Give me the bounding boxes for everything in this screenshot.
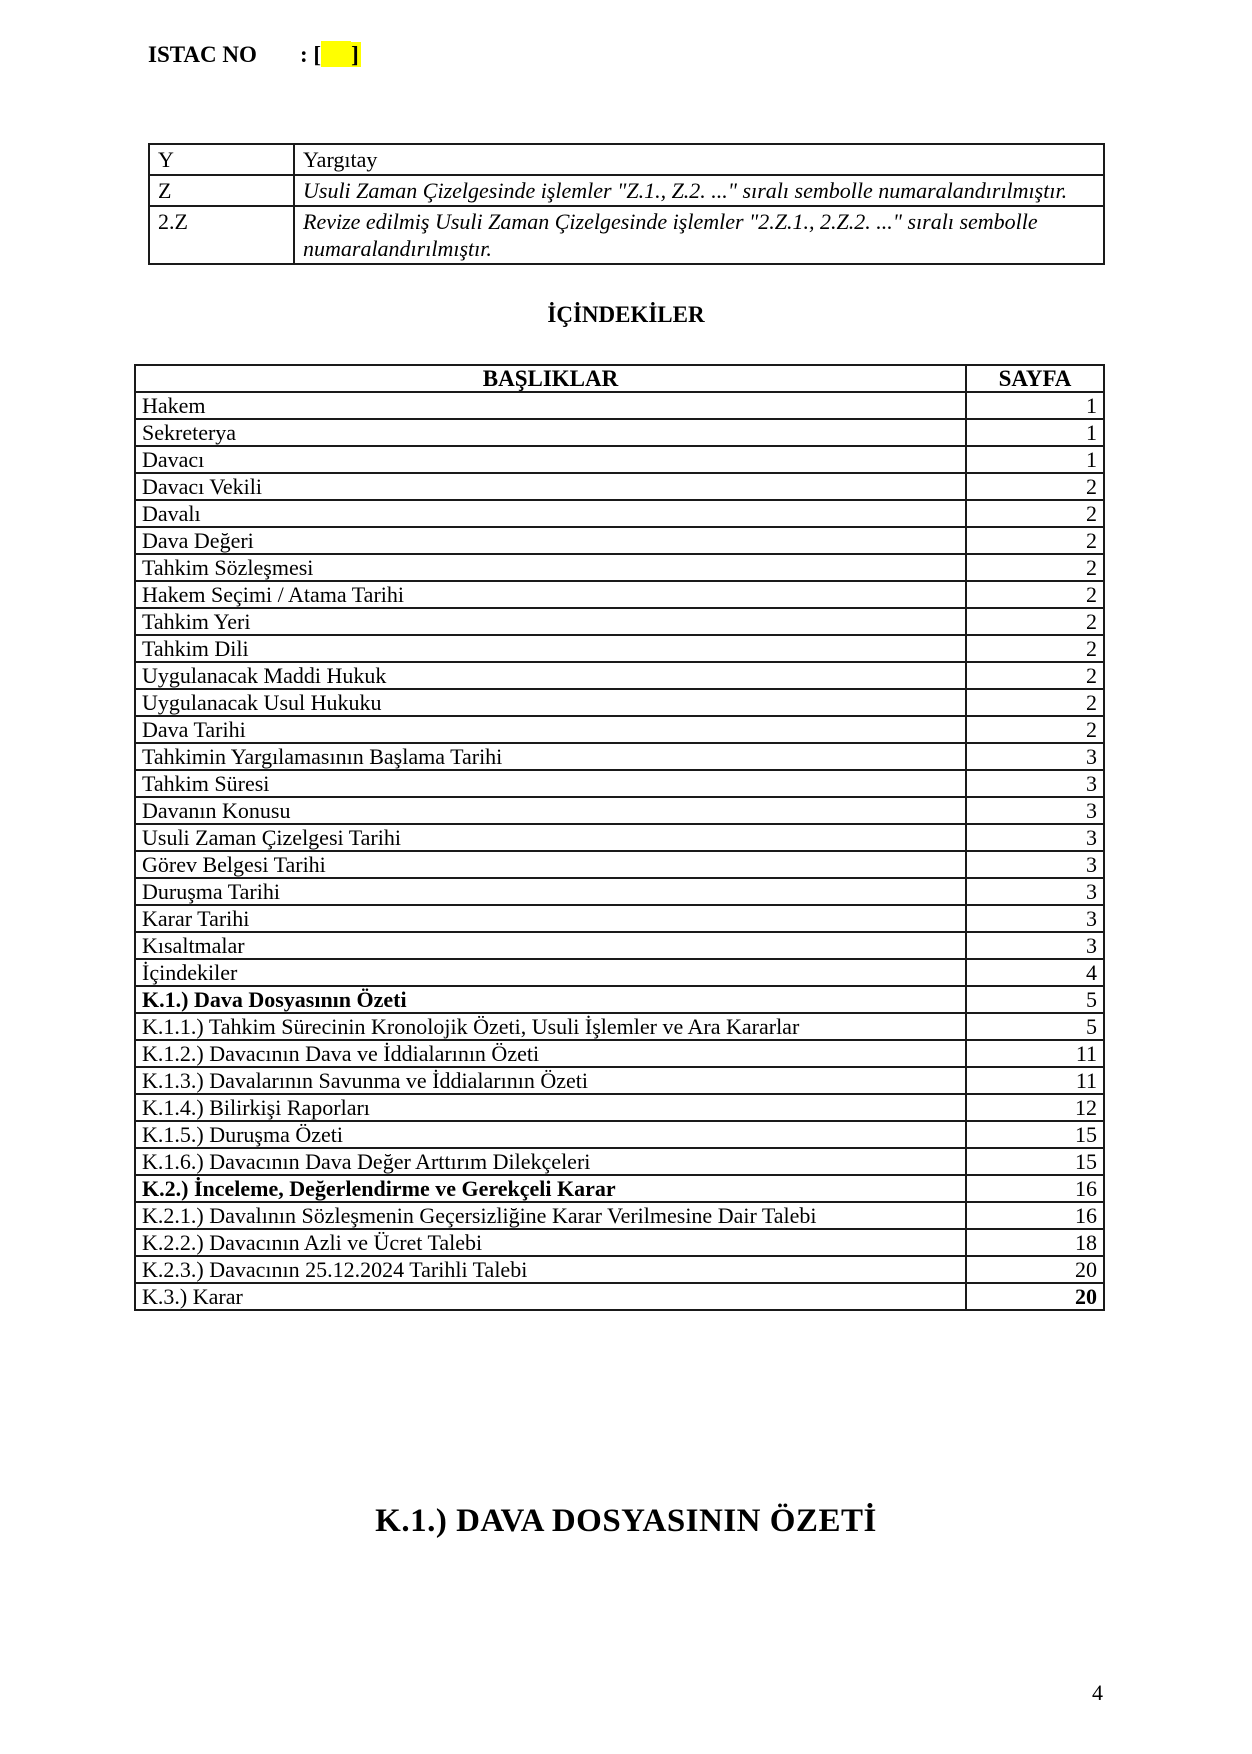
toc-entry-page: 3 <box>966 932 1104 959</box>
toc-entry-page: 16 <box>966 1175 1104 1202</box>
toc-row <box>135 1148 1104 1175</box>
toc-row <box>135 770 1104 797</box>
toc-row <box>135 797 1104 824</box>
toc-entry-title: K.1.5.) Duruşma Özeti <box>135 1121 966 1148</box>
toc-row <box>135 905 1104 932</box>
toc-entry-title: K.2.3.) Davacının 25.12.2024 Tarihli Talebi <box>135 1256 966 1283</box>
toc-row <box>135 581 1104 608</box>
toc-row <box>135 1067 1104 1094</box>
istac-no-label: ISTAC NO <box>148 42 257 67</box>
toc-entry-title: Davanın Konusu <box>135 797 966 824</box>
toc-entry-page: 3 <box>966 743 1104 770</box>
toc-entry-page: 3 <box>966 905 1104 932</box>
toc-row <box>135 1121 1104 1148</box>
toc-entry-page: 4 <box>966 959 1104 986</box>
toc-entry-page: 5 <box>966 986 1104 1013</box>
abbreviation-description: Yargıtay <box>294 144 1104 175</box>
toc-row <box>135 1094 1104 1121</box>
toc-entry-page: 2 <box>966 500 1104 527</box>
toc-entry-title: Tahkim Sözleşmesi <box>135 554 966 581</box>
toc-entry-title: K.1.6.) Davacının Dava Değer Arttırım Dilekçeleri <box>135 1148 966 1175</box>
istac-no-colon: : <box>300 42 308 67</box>
toc-entry-page: 2 <box>966 527 1104 554</box>
toc-entry-page: 3 <box>966 851 1104 878</box>
toc-row <box>135 419 1104 446</box>
toc-table-body <box>135 392 1104 1310</box>
toc-entry-title: Tahkim Dili <box>135 635 966 662</box>
toc-row <box>135 851 1104 878</box>
toc-row <box>135 932 1104 959</box>
toc-header-row <box>135 365 1104 392</box>
toc-entry-title: K.2.2.) Davacının Azli ve Ücret Talebi <box>135 1229 966 1256</box>
abbreviation-symbol: Z <box>149 175 294 206</box>
toc-row <box>135 554 1104 581</box>
toc-row <box>135 1229 1104 1256</box>
toc-row <box>135 1175 1104 1202</box>
abbreviation-description: Revize edilmiş Usuli Zaman Çizelgesinde işlemler "2.Z.1., 2.Z.2. ..." sıralı sembolle numaralandırılmıştır. <box>294 206 1104 264</box>
toc-entry-title: Hakem <box>135 392 966 419</box>
toc-entry-page: 20 <box>966 1283 1104 1310</box>
toc-entry-title: Uygulanacak Maddi Hukuk <box>135 662 966 689</box>
toc-entry-title: K.2.) İnceleme, Değerlendirme ve Gerekçeli Karar <box>135 1175 966 1202</box>
toc-entry-title: Görev Belgesi Tarihi <box>135 851 966 878</box>
toc-entry-page: 2 <box>966 689 1104 716</box>
page-number: 4 <box>1092 1680 1103 1705</box>
toc-entry-page: 11 <box>966 1067 1104 1094</box>
toc-entry-title: Tahkimin Yargılamasının Başlama Tarihi <box>135 743 966 770</box>
toc-row <box>135 1202 1104 1229</box>
toc-entry-title: Usuli Zaman Çizelgesi Tarihi <box>135 824 966 851</box>
toc-entry-page: 2 <box>966 662 1104 689</box>
toc-entry-title: K.2.1.) Davalının Sözleşmenin Geçersizliğine Karar Verilmesine Dair Talebi <box>135 1202 966 1229</box>
toc-row <box>135 527 1104 554</box>
istac-no-line <box>148 41 361 68</box>
toc-entry-title: Sekreterya <box>135 419 966 446</box>
abbreviation-row <box>149 206 1104 264</box>
toc-row <box>135 1013 1104 1040</box>
toc-entry-page: 2 <box>966 581 1104 608</box>
toc-row <box>135 1283 1104 1310</box>
toc-entry-title: Davacı <box>135 446 966 473</box>
toc-row <box>135 878 1104 905</box>
toc-entry-page: 2 <box>966 608 1104 635</box>
toc-entry-title: Dava Değeri <box>135 527 966 554</box>
toc-entry-title: Karar Tarihi <box>135 905 966 932</box>
toc-entry-page: 2 <box>966 554 1104 581</box>
toc-entry-title: Tahkim Yeri <box>135 608 966 635</box>
section-heading: K.1.) DAVA DOSYASININ ÖZETİ <box>375 1503 877 1539</box>
toc-entry-page: 2 <box>966 473 1104 500</box>
toc-entry-title: Hakem Seçimi / Atama Tarihi <box>135 581 966 608</box>
abbreviation-symbol: 2.Z <box>149 206 294 264</box>
toc-entry-page: 18 <box>966 1229 1104 1256</box>
toc-entry-page: 2 <box>966 716 1104 743</box>
toc-row <box>135 446 1104 473</box>
toc-entry-title: K.1.) Dava Dosyasının Özeti <box>135 986 966 1013</box>
toc-row <box>135 635 1104 662</box>
toc-row <box>135 986 1104 1013</box>
toc-row <box>135 500 1104 527</box>
toc-entry-page: 16 <box>966 1202 1104 1229</box>
toc-entry-page: 3 <box>966 770 1104 797</box>
toc-row <box>135 959 1104 986</box>
toc-entry-title: K.1.4.) Bilirkişi Raporları <box>135 1094 966 1121</box>
toc-table <box>134 364 1105 1311</box>
toc-entry-page: 12 <box>966 1094 1104 1121</box>
toc-entry-page: 11 <box>966 1040 1104 1067</box>
toc-entry-title: Kısaltmalar <box>135 932 966 959</box>
toc-entry-page: 15 <box>966 1121 1104 1148</box>
toc-row <box>135 662 1104 689</box>
toc-entry-title: Tahkim Süresi <box>135 770 966 797</box>
toc-entry-title: Uygulanacak Usul Hukuku <box>135 689 966 716</box>
toc-entry-page: 3 <box>966 878 1104 905</box>
toc-title: İÇİNDEKİLER <box>547 302 705 327</box>
toc-entry-title: K.1.2.) Davacının Dava ve İddialarının Özeti <box>135 1040 966 1067</box>
toc-entry-title: K.1.1.) Tahkim Sürecinin Kronolojik Özeti, Usuli İşlemler ve Ara Kararlar <box>135 1013 966 1040</box>
istac-bracket-open: [ <box>313 42 322 67</box>
toc-row <box>135 824 1104 851</box>
toc-row <box>135 473 1104 500</box>
toc-entry-page: 5 <box>966 1013 1104 1040</box>
toc-entry-title: K.1.3.) Davalarının Savunma ve İddialarının Özeti <box>135 1067 966 1094</box>
abbreviation-symbol: Y <box>149 144 294 175</box>
toc-entry-page: 1 <box>966 392 1104 419</box>
toc-row <box>135 743 1104 770</box>
toc-entry-page: 1 <box>966 419 1104 446</box>
toc-row <box>135 1040 1104 1067</box>
toc-entry-title: Dava Tarihi <box>135 716 966 743</box>
abbreviation-table <box>148 143 1105 265</box>
abbreviation-description: Usuli Zaman Çizelgesinde işlemler "Z.1., Z.2. ..." sıralı sembolle numaralandırılmıştır. <box>294 175 1104 206</box>
toc-column-headings: BAŞLIKLAR <box>135 365 966 392</box>
toc-entry-page: 3 <box>966 824 1104 851</box>
istac-no-highlight-blank <box>321 41 351 67</box>
toc-entry-title: Davalı <box>135 500 966 527</box>
toc-entry-title: K.3.) Karar <box>135 1283 966 1310</box>
toc-entry-title: İçindekiler <box>135 959 966 986</box>
toc-entry-page: 15 <box>966 1148 1104 1175</box>
toc-row <box>135 392 1104 419</box>
toc-entry-title: Davacı Vekili <box>135 473 966 500</box>
toc-entry-page: 20 <box>966 1256 1104 1283</box>
abbreviation-row <box>149 175 1104 206</box>
toc-entry-page: 3 <box>966 797 1104 824</box>
istac-bracket-close: ] <box>351 42 359 67</box>
toc-entry-page: 2 <box>966 635 1104 662</box>
toc-row <box>135 1256 1104 1283</box>
toc-entry-title: Duruşma Tarihi <box>135 878 966 905</box>
toc-entry-page: 1 <box>966 446 1104 473</box>
toc-row <box>135 716 1104 743</box>
toc-row <box>135 608 1104 635</box>
abbreviation-row <box>149 144 1104 175</box>
toc-column-page: SAYFA <box>966 365 1104 392</box>
abbreviation-table-body <box>149 144 1104 264</box>
toc-row <box>135 689 1104 716</box>
